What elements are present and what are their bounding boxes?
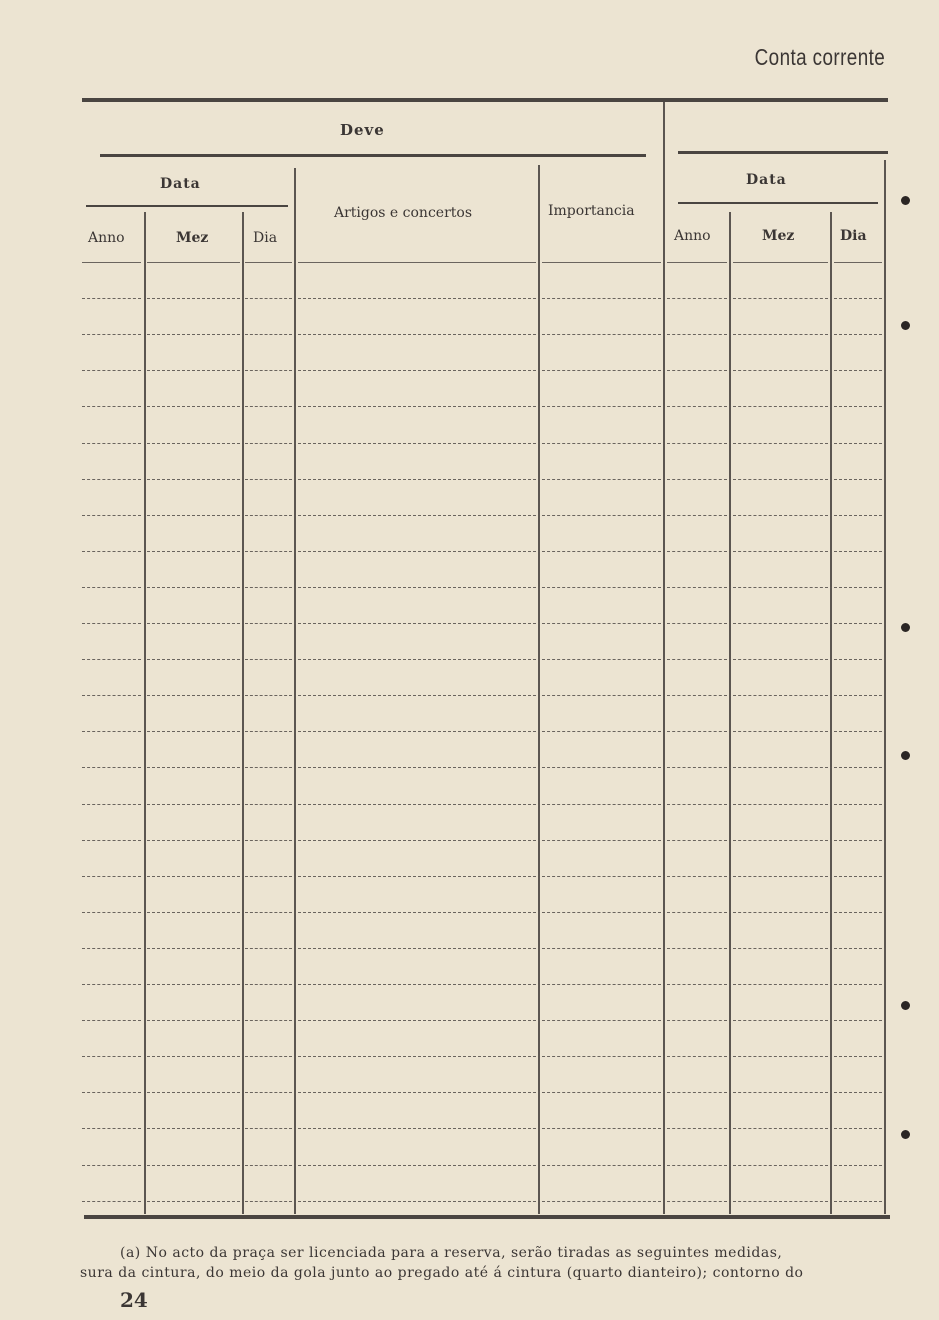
row-rule [542,334,661,336]
row-rule [82,298,141,300]
row-rule [147,262,240,263]
row-rule [667,767,727,769]
row-rule [834,262,882,263]
row-rule [245,731,292,733]
row-rule [245,659,292,661]
row-rule [834,623,882,625]
row-rule [298,515,536,517]
row-rule [147,298,240,300]
col-line-7 [830,212,832,1214]
col-line-8 [884,160,886,1214]
row-rule [147,406,240,408]
row-rule [667,1128,727,1130]
row-rule [82,370,141,372]
row-rule [245,912,292,914]
row-rule [245,334,292,336]
row-rule [147,370,240,372]
row-rule [298,804,536,806]
row-rule [147,876,240,878]
row-rule [667,840,727,842]
row-rule [298,1165,536,1167]
row-rule [542,912,661,914]
row-rule [245,1128,292,1130]
row-rule [298,984,536,986]
col-header-left-day: Dia [253,230,278,246]
row-rule [542,659,661,661]
row-rule [733,731,828,733]
right-data-rule [678,151,888,154]
row-rule [542,1201,661,1203]
section-label-deve: Deve [340,121,385,139]
row-rule [834,984,882,986]
row-rule [834,1128,882,1130]
row-rule [82,912,141,914]
row-rule [733,1201,828,1203]
row-rule [834,695,882,697]
row-rule [667,1056,727,1058]
col-line-5 [663,102,665,1214]
col-header-left-month: Mez [176,230,209,246]
bottom-rule [84,1215,890,1219]
row-rule [82,659,141,661]
row-rule [245,984,292,986]
left-date-group-label: Data [160,176,201,192]
col-line-3 [294,168,296,1214]
row-rule [147,731,240,733]
row-rule [298,731,536,733]
row-rule [733,479,828,481]
row-rule [82,767,141,769]
row-rule [542,479,661,481]
row-rule [245,587,292,589]
row-rule [834,298,882,300]
row-rule [298,767,536,769]
row-rule [82,840,141,842]
row-rule [82,443,141,445]
row-rule [147,840,240,842]
row-rule [147,334,240,336]
row-rule [834,515,882,517]
row-rule [298,370,536,372]
row-rule [834,876,882,878]
row-rule [834,370,882,372]
row-rule [733,515,828,517]
row-rule [147,948,240,950]
row-rule [542,1092,661,1094]
binding-hole [901,751,910,760]
row-rule [298,479,536,481]
row-rule [245,262,292,263]
row-rule [733,876,828,878]
row-rule [147,515,240,517]
row-rule [667,623,727,625]
row-rule [245,443,292,445]
row-rule [733,695,828,697]
row-rule [667,1020,727,1022]
row-rule [147,1128,240,1130]
row-rule [733,1020,828,1022]
row-rule [667,370,727,372]
row-rule [542,1020,661,1022]
row-rule [82,731,141,733]
row-rule [834,479,882,481]
row-rule [834,912,882,914]
row-rule [542,731,661,733]
row-rule [245,1020,292,1022]
row-rule [542,1056,661,1058]
row-rule [733,659,828,661]
col-line-4 [538,165,540,1214]
row-rule [733,948,828,950]
row-rule [667,731,727,733]
row-rule [82,623,141,625]
row-rule [147,587,240,589]
row-rule [733,443,828,445]
row-rule [82,515,141,517]
row-rule [542,298,661,300]
row-rule [542,840,661,842]
row-rule [733,406,828,408]
right-date-group-label: Data [746,172,787,188]
row-rule [147,695,240,697]
row-rule [733,623,828,625]
row-rule [298,551,536,553]
row-rule [733,984,828,986]
row-rule [298,1056,536,1058]
row-rule [733,370,828,372]
row-rule [542,767,661,769]
row-rule [245,623,292,625]
row-rule [733,587,828,589]
row-rule [82,1020,141,1022]
row-rule [245,804,292,806]
row-rule [733,767,828,769]
row-rule [542,876,661,878]
row-rule [834,551,882,553]
row-rule [82,1201,141,1203]
row-rule [733,298,828,300]
row-rule [542,370,661,372]
col-header-amount: Importancia [548,203,635,219]
row-rule [82,948,141,950]
row-rule [298,443,536,445]
row-rule [82,695,141,697]
left-date-group-rule [86,205,288,207]
row-rule [667,912,727,914]
row-rule [834,1020,882,1022]
row-rule [542,695,661,697]
row-rule [147,767,240,769]
row-rule [245,948,292,950]
page-title: Conta corrente [754,44,885,70]
row-rule [733,1165,828,1167]
row-rule [733,1128,828,1130]
row-rule [542,587,661,589]
row-rule [834,804,882,806]
row-rule [834,1201,882,1203]
row-rule [542,1165,661,1167]
row-rule [147,443,240,445]
row-rule [834,767,882,769]
deve-rule [100,154,646,157]
row-rule [733,1092,828,1094]
row-rule [667,334,727,336]
row-rule [82,1056,141,1058]
row-rule [834,1092,882,1094]
row-rule [82,984,141,986]
row-rule [667,406,727,408]
row-rule [667,262,727,263]
row-rule [82,587,141,589]
row-rule [542,948,661,950]
row-rule [298,1201,536,1203]
row-rule [834,659,882,661]
row-rule [733,1056,828,1058]
row-rule [245,1092,292,1094]
footnote-line-2: sura da cintura, do meio da gola junto ao pregado até á cintura (quarto dianteiro); contorno do [80,1265,804,1281]
row-rule [298,1092,536,1094]
col-line-1 [144,212,146,1214]
row-rule [667,515,727,517]
row-rule [667,948,727,950]
row-rule [834,587,882,589]
row-rule [542,623,661,625]
row-rule [298,659,536,661]
row-rule [82,876,141,878]
row-rule [82,1092,141,1094]
row-rule [298,334,536,336]
top-rule [82,98,888,102]
row-rule [245,515,292,517]
row-rule [667,1201,727,1203]
binding-hole [901,321,910,330]
row-rule [245,370,292,372]
row-rule [834,406,882,408]
row-rule [667,984,727,986]
row-rule [667,587,727,589]
row-rule [667,695,727,697]
row-rule [82,1128,141,1130]
col-header-articles: Artigos e concertos [334,205,473,221]
row-rule [542,804,661,806]
row-rule [298,876,536,878]
row-rule [82,334,141,336]
page-number: 24 [120,1288,148,1312]
row-rule [542,984,661,986]
row-rule [147,984,240,986]
row-rule [147,912,240,914]
row-rule [147,1092,240,1094]
row-rule [245,479,292,481]
row-rule [147,551,240,553]
binding-hole [901,1130,910,1139]
row-rule [245,876,292,878]
row-rule [298,948,536,950]
row-rule [733,334,828,336]
row-rule [298,587,536,589]
row-rule [245,840,292,842]
row-rule [82,804,141,806]
row-rule [298,262,536,263]
row-rule [298,840,536,842]
col-header-right-month: Mez [762,228,795,244]
row-rule [298,912,536,914]
row-rule [667,1165,727,1167]
row-rule [834,443,882,445]
row-rule [834,840,882,842]
row-rule [147,1201,240,1203]
col-header-right-day: Dia [840,228,867,244]
row-rule [298,406,536,408]
row-rule [147,1020,240,1022]
row-rule [245,767,292,769]
row-rule [298,1128,536,1130]
row-rule [147,479,240,481]
row-rule [298,623,536,625]
row-rule [245,1165,292,1167]
row-rule [147,1165,240,1167]
row-rule [82,406,141,408]
row-rule [82,479,141,481]
row-rule [733,840,828,842]
row-rule [834,1165,882,1167]
row-rule [298,695,536,697]
row-rule [245,551,292,553]
row-rule [667,804,727,806]
row-rule [245,298,292,300]
right-date-group-rule [678,202,878,204]
row-rule [542,1128,661,1130]
row-rule [542,406,661,408]
row-rule [667,659,727,661]
binding-hole [901,623,910,632]
row-rule [667,1092,727,1094]
row-rule [245,1056,292,1058]
col-line-6 [729,212,731,1214]
row-rule [542,443,661,445]
row-rule [245,1201,292,1203]
row-rule [834,1056,882,1058]
binding-hole [901,1001,910,1010]
footnote-line-1: (a) No acto da praça ser licenciada para a reserva, serão tiradas as seguintes medidas, [120,1245,783,1261]
row-rule [147,1056,240,1058]
row-rule [82,551,141,553]
row-rule [542,262,661,263]
col-header-left-year: Anno [88,230,125,246]
row-rule [298,298,536,300]
row-rule [245,406,292,408]
row-rule [667,443,727,445]
row-rule [147,804,240,806]
row-rule [733,804,828,806]
row-rule [667,876,727,878]
row-rule [834,948,882,950]
row-rule [82,1165,141,1167]
col-line-2 [242,212,244,1214]
row-rule [298,1020,536,1022]
col-header-right-year: Anno [674,228,711,244]
row-rule [667,479,727,481]
row-rule [667,298,727,300]
row-rule [834,334,882,336]
row-rule [147,659,240,661]
row-rule [542,515,661,517]
row-rule [147,623,240,625]
row-rule [82,262,141,263]
row-rule [245,695,292,697]
row-rule [733,262,828,263]
binding-hole [901,196,910,205]
row-rule [834,731,882,733]
row-rule [667,551,727,553]
row-rule [542,551,661,553]
row-rule [733,551,828,553]
row-rule [733,912,828,914]
